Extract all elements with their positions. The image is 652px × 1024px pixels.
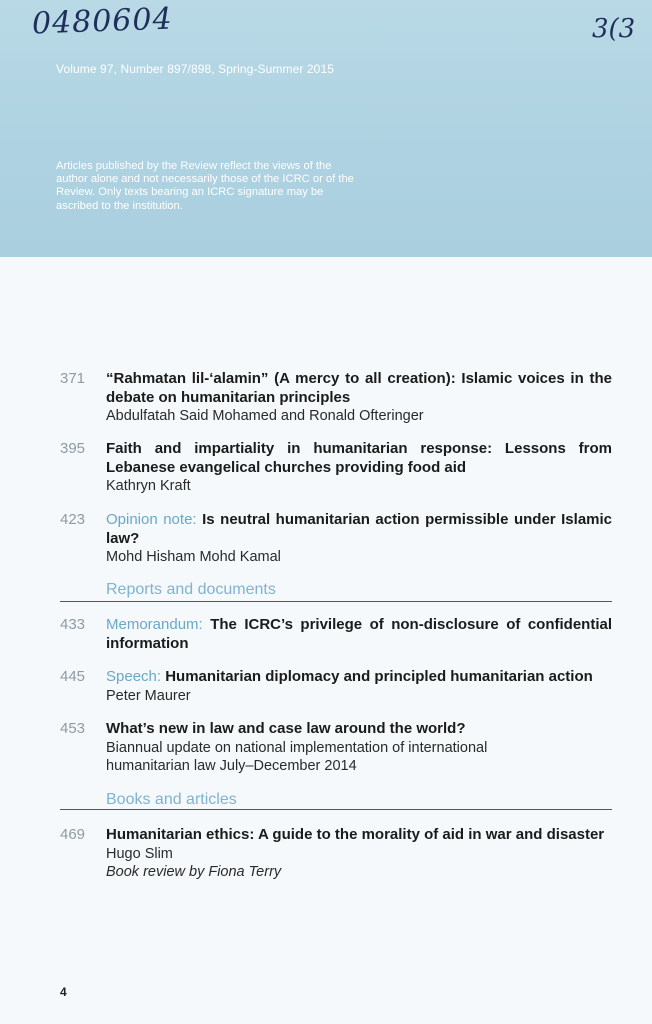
- entry-page-number: 423: [60, 511, 86, 528]
- entry-title: [106, 616, 612, 653]
- entry-title: [106, 668, 612, 687]
- handwritten-code: 0480604: [31, 1, 174, 42]
- entry-page-number: 395: [60, 440, 86, 457]
- toc-entry-371[interactable]: [60, 370, 612, 425]
- entry-kind-label: Speech:: [106, 668, 162, 685]
- page-number: 4: [60, 985, 67, 999]
- entry-title-text: Is neutral humanitarian action permissible under Islamic law?: [106, 511, 613, 547]
- entry-author: Hugo Slim: [106, 845, 173, 862]
- entry-kind-label: Memorandum:: [106, 616, 203, 633]
- section-divider: [60, 601, 612, 602]
- section-divider: [60, 809, 612, 810]
- entry-author: Peter Maurer: [106, 687, 191, 704]
- entry-review-note: Book review by Fiona Terry: [106, 863, 282, 880]
- entry-title: [106, 511, 612, 548]
- entry-title: “Rahmatan lil-‘alamin” (A mercy to all creation): Islamic voices in the debate on humanitarian principles: [106, 370, 612, 406]
- entry-title-text: The ICRC’s privilege of non-disclosure of confidential information: [106, 616, 613, 652]
- entry-page-number: 453: [60, 720, 86, 737]
- toc-entry-469[interactable]: [60, 826, 612, 881]
- entry-author: Mohd Hisham Mohd Kamal: [106, 549, 281, 565]
- toc-entry-433[interactable]: [60, 616, 612, 653]
- toc-entry-395[interactable]: [60, 440, 612, 495]
- entry-page-number: 433: [60, 616, 86, 633]
- entry-page-number: 445: [60, 668, 86, 685]
- entry-page-number: 371: [60, 370, 86, 387]
- entry-page-number: 469: [60, 826, 86, 843]
- toc-entry-453[interactable]: [60, 720, 612, 775]
- entry-title: Humanitarian ethics: A guide to the morality of aid in war and disaster: [106, 826, 605, 843]
- entry-title-text: Humanitarian diplomacy and principled humanitarian action: [165, 668, 593, 685]
- entry-author: Kathryn Kraft: [106, 478, 191, 494]
- disclaimer-text: Articles published by the Review reflect the views of the author alone and not necessarily those of the ICRC or of the Review. Only texts bearing an ICRC signature may be ascribed to the institution.: [56, 160, 354, 212]
- entry-kind-label: Opinion note:: [106, 511, 197, 528]
- entry-title: Faith and impartiality in humanitarian response: Lessons from Lebanese evangelical churches providing food aid: [106, 440, 612, 476]
- section-heading-books: Books and articles: [106, 791, 237, 808]
- handwritten-page-mark: 3(3: [592, 14, 636, 44]
- volume-line: Volume 97, Number 897/898, Spring-Summer 2015: [56, 62, 334, 76]
- entry-title: What’s new in law and case law around the world?: [106, 720, 466, 737]
- cover-band: [0, 0, 652, 257]
- section-heading-reports: Reports and documents: [106, 581, 276, 598]
- toc-entry-445[interactable]: [60, 668, 612, 705]
- entry-author: Biannual update on national implementation of international humanitarian law July–December 2014: [106, 739, 488, 774]
- toc-entry-423[interactable]: [60, 511, 612, 566]
- entry-author: Abdulfatah Said Mohamed and Ronald Ofteringer: [106, 408, 424, 424]
